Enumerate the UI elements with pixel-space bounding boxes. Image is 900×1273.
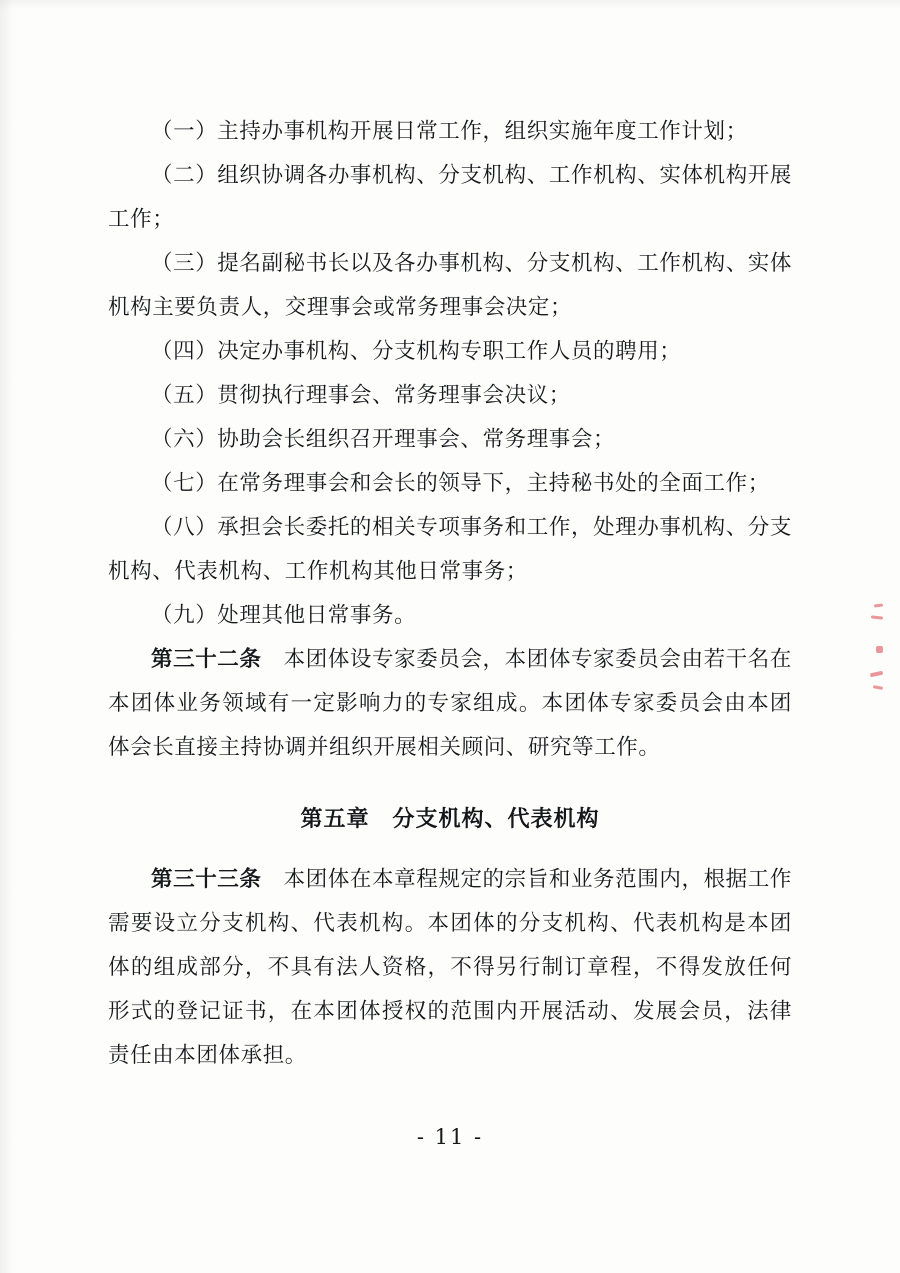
red-stamp-fragment xyxy=(868,600,894,710)
list-item: （七）在常务理事会和会长的领导下，主持秘书处的全面工作； xyxy=(151,471,770,496)
article-32-label: 第三十二条 xyxy=(151,647,262,672)
list-item: （一）主持办事机构开展日常工作，组织实施年度工作计划； xyxy=(151,119,748,144)
page-edge-shading-left xyxy=(0,0,14,1273)
list-item: （五）贯彻执行理事会、常务理事会决议； xyxy=(151,383,571,408)
page-edge-shading-top xyxy=(0,0,900,10)
page-number: - 11 - xyxy=(416,1125,484,1149)
article-33-text: 本团体在本章程规定的宗旨和业务范围内，根据工作需要设立分支机构、代表机构。本团体的分支机构、代表机构是本团体的组成部分，不具有法人资格，不得另行制订章程，不得发放任何形式的登记证书，在本团体授权的范围内开展活动、发展会员，法律责任由本团体承担。 xyxy=(108,867,792,1068)
page-content xyxy=(108,110,792,1078)
article-32-paragraph xyxy=(108,638,792,770)
article-33-paragraph xyxy=(108,858,792,1078)
article-33-label: 第三十三条 xyxy=(151,867,262,892)
list-item: （二）组织协调各办事机构、分支机构、工作机构、实体机构开展工作； xyxy=(108,163,792,232)
list-item: （八）承担会长委托的相关专项事务和工作，处理办事机构、分支机构、代表机构、工作机构其他日常事务； xyxy=(108,515,792,584)
list-item: （三）提名副秘书长以及各办事机构、分支机构、工作机构、实体机构主要负责人，交理事会或常务理事会决定； xyxy=(108,251,792,320)
list-item: （六）协助会长组织召开理事会、常务理事会； xyxy=(151,427,616,452)
list-item: （四）决定办事机构、分支机构专职工作人员的聘用； xyxy=(151,339,682,364)
article-32-text: 本团体设专家委员会，本团体专家委员会由若干名在本团体业务领域有一定影响力的专家组成。本团体专家委员会由本团体会长直接主持协调并组织开展相关顾问、研究等工作。 xyxy=(108,647,792,760)
chapter-title: 第五章 分支机构、代表机构 xyxy=(300,806,600,832)
list-item: （九）处理其他日常事务。 xyxy=(151,603,417,628)
